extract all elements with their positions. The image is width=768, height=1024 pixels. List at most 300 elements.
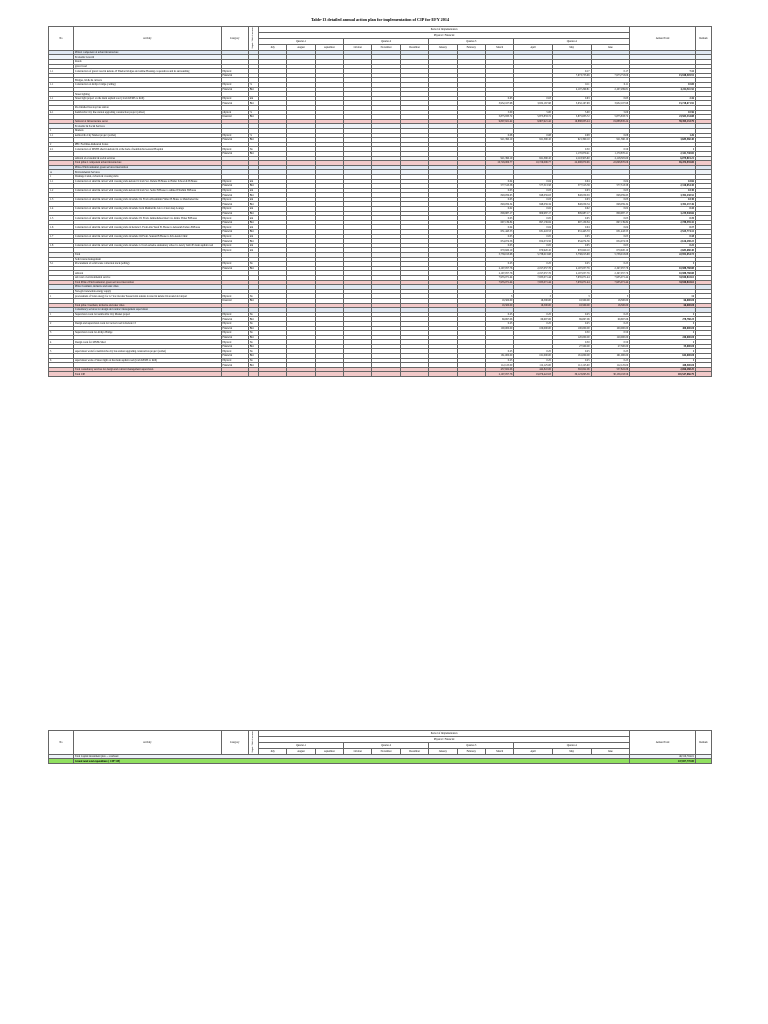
- cell-month-value: 7,973,753.06: [591, 73, 630, 78]
- cell-category: Financial: [221, 239, 248, 244]
- header-physical-financial: Physical / Financial: [258, 32, 629, 38]
- cell-no: 3: [49, 331, 74, 336]
- cell-month-value: 2,197,057.76: [552, 266, 591, 271]
- summary-header-no: No: [49, 731, 74, 755]
- cell-activity: Construction of gravel road in kebele-13 Yikebet bridges and online Housing cooperatives and its surrounding: [73, 69, 221, 74]
- cell-activity: Construction of small & culvert with crossing slabs in kebele 04. From Abbaaminnit Yimer B.House to Mekchelsa line: [73, 197, 221, 202]
- cell-month-value: 0.50: [552, 147, 591, 152]
- cell-month-value: 2,197,057.76: [485, 271, 513, 276]
- cell-month-value: 697,139.84: [514, 220, 553, 225]
- cell-activity: Construction of small & culvert with crossing slabs in kebele 04 From. Seuzun H.House to Kiv Aerek Clinic: [73, 234, 221, 239]
- cell-month-value: 0.04: [552, 225, 591, 230]
- cell-unit: km: [248, 197, 258, 202]
- summary-table: [48, 730, 712, 764]
- cell-month-value: 112,125.00: [591, 363, 630, 368]
- cell-month-value: 5,738,013.68: [514, 253, 553, 258]
- cell-unit: Birr: [248, 239, 258, 244]
- cell-month-value: 631,443.53: [591, 230, 630, 235]
- cell-month-value: 5,875,833.72: [514, 115, 553, 120]
- cell-annual-total: 10,988,788.88: [630, 271, 696, 276]
- cell-no: 1: [49, 174, 74, 179]
- action-plan-table: [48, 26, 712, 377]
- cell-unit: Birr: [248, 317, 258, 322]
- cell-month-value: 0.05: [514, 234, 553, 239]
- cell-month-value: 2,107,299.81: [552, 87, 591, 92]
- cell-month-value: 2,197,057.76: [591, 266, 630, 271]
- cell-month-value: 100,000.00: [552, 326, 591, 331]
- cell-month-value: 577,513.58: [485, 184, 513, 189]
- cell-month-value: 0.05: [514, 216, 553, 221]
- cell-month-value: 2,197,057.76: [552, 271, 591, 276]
- cell-month-value: 577,513.58: [514, 184, 553, 189]
- cell-month-value: 654,074.56: [552, 239, 591, 244]
- cell-month-value: 0.25: [514, 349, 553, 354]
- cell-category: Physical: [221, 321, 248, 326]
- cell-activity: Construction of small & culvert with crossing slabs in kebele 03. From. Ahmedtehaa Intervi to Alimo Yimer B.House: [73, 216, 221, 221]
- cell-category: Physical: [221, 147, 248, 152]
- cell-activity: Pillar-2 Environmental, green services intervention: [73, 165, 221, 170]
- cell-month-value: 5.00: [591, 110, 630, 115]
- cell-month-value: 30,123,093.56: [552, 372, 591, 377]
- cell-category: Financial: [221, 202, 248, 207]
- cell-month-value: 7,935,071.44: [591, 275, 630, 280]
- cell-month-value: 3: [514, 294, 553, 299]
- cell-month-value: 921,390.10: [514, 156, 553, 161]
- header-category: Category: [221, 27, 248, 51]
- cell-activity: kembolcha City Market project (solbet): [73, 133, 221, 138]
- cell-annual-total: 1: [630, 331, 696, 336]
- cell-month-value: 654,074.56: [514, 239, 553, 244]
- header-month: June: [591, 748, 630, 754]
- cell-month-value: 0.50: [552, 340, 591, 345]
- cell-category: Physical: [221, 312, 248, 317]
- cell-empty-month: [457, 372, 485, 377]
- summary-row-grand-total: [49, 759, 712, 764]
- cell-activity: Pillar-I component of urban infrastructure: [73, 50, 221, 55]
- cell-no: 1: [49, 128, 74, 133]
- cell-annual-total: 10.00: [630, 83, 696, 88]
- cell-month-value: 848,059.34: [591, 202, 630, 207]
- cell-month-value: 557,822.06: [591, 367, 630, 372]
- cell-unit: Birr: [248, 202, 258, 207]
- cell-no: 1.8: [49, 243, 74, 248]
- cell-activity: Construction of small & culvert with crossing slabs in Kebele 0. From Abu Yesuf B. House to Ameeruh Tadeso B.House: [73, 225, 221, 230]
- cell-no: [49, 372, 74, 377]
- cell-month-value: 2,118,505.60: [552, 156, 591, 161]
- cell-annual-total: 0.130: [630, 188, 696, 193]
- summary-header-quarter-2: Quarter-2: [344, 742, 429, 748]
- cell-month-value: 437,822.06: [485, 367, 513, 372]
- cell-month-value: 0.05: [591, 216, 630, 221]
- cell-empty-month: [400, 372, 428, 377]
- cell-month-value: 654,074.56: [485, 239, 513, 244]
- cell-unit: %: [248, 110, 258, 115]
- cell-month-value: 0.25: [552, 262, 591, 267]
- header-month: December: [400, 44, 428, 50]
- cell-activity: gravel road: [73, 64, 221, 69]
- cell-month-value: 0.02: [514, 207, 553, 212]
- cell-month-value: 0.50: [591, 147, 630, 152]
- cell-month-value: 5.00: [514, 110, 553, 115]
- cell-unit: km: [248, 216, 258, 221]
- cell-month-value: 0.63: [485, 96, 513, 101]
- header-month: October: [344, 44, 372, 50]
- cell-annual-total: 22,952,054.73: [630, 253, 696, 258]
- cell-month-value: 0.03: [485, 197, 513, 202]
- cell-no: A: [49, 170, 74, 175]
- cell-annual-total: 33,940,843.61: [630, 280, 696, 285]
- cell-no: 1.1: [49, 69, 74, 74]
- cell-annual-total: 15,728,671.92: [630, 101, 696, 106]
- cell-month-value: 921,390.10: [485, 138, 513, 143]
- cell-annual-total: 0.18: [630, 234, 696, 239]
- cell-month-value: 9,807,921.42: [485, 119, 513, 124]
- cell-activity: Construction of small & culvert with crossing slabs kebele 01 from Sot. Debele H.House to Hailer School & B.House: [73, 179, 221, 184]
- cell-annual-total: 0.19: [630, 216, 696, 221]
- cell-month-value: 0.05: [552, 216, 591, 221]
- cell-activity: Supervision work for Abliyo Bridge: [73, 331, 221, 336]
- cell-annual-total: 0.130: [630, 197, 696, 202]
- cell-month-value: 0.04: [485, 225, 513, 230]
- cell-unit: Birr: [248, 193, 258, 198]
- cell-annual-total: 2,788,559.32: [630, 220, 696, 225]
- cell-category: Financial: [221, 101, 248, 106]
- cell-month-value: 0.50: [552, 331, 591, 336]
- cell-annual-total: 101,547,066.79: [630, 372, 696, 377]
- cell-month-value: 0.08: [552, 133, 591, 138]
- cell-month-value: 5,738,013.68: [485, 253, 513, 258]
- cell-unit: Birr: [248, 335, 258, 340]
- table-row: [49, 372, 712, 377]
- cell-month-value: 0.25: [514, 321, 553, 326]
- header-month: February: [457, 44, 485, 50]
- cell-annual-total: 1.26: [630, 133, 696, 138]
- cell-category: Financial: [221, 326, 248, 331]
- header-month: July: [258, 748, 286, 754]
- cell-annual-total: 23,503,334.88: [630, 115, 696, 120]
- summary-header-annual-total: Annual Total: [630, 731, 696, 755]
- cell-month-value: 27,500.00: [591, 344, 630, 349]
- cell-month-value: 100,000.00: [591, 326, 630, 331]
- cell-month-value: 2,197,057.76: [591, 271, 630, 276]
- cell-month-value: 0.02: [485, 207, 513, 212]
- cell-annual-total: 2,616,298.23: [630, 239, 696, 244]
- cell-month-value: 5,875,833.72: [552, 115, 591, 120]
- cell-month-value: 1,170,870.41: [552, 151, 591, 156]
- cell-month-value: 0.08: [485, 133, 513, 138]
- cell-month-value: 0.03: [591, 197, 630, 202]
- cell-month-value: 3,932,167.98: [552, 101, 591, 106]
- cell-month-value: 0.03: [552, 197, 591, 202]
- cell-month-value: 631,443.53: [485, 230, 513, 235]
- cell-activity: subtotal: [73, 271, 221, 276]
- header-quarter-3: Quarter-3: [429, 38, 514, 44]
- cell-month-value: 7,935,071.44: [514, 275, 553, 280]
- cell-month-value: 0.25: [485, 312, 513, 317]
- cell-annual-total: 55,000.00: [630, 344, 696, 349]
- header-period: Period of Implementation: [258, 27, 629, 33]
- cell-month-value: 0.50: [591, 340, 630, 345]
- header-month: september: [315, 44, 343, 50]
- cell-annual-total: 3,392,238.52: [630, 193, 696, 198]
- header-month: April: [514, 44, 553, 50]
- cell-category: Financial: [221, 230, 248, 235]
- cell-month-value: 0.25: [552, 312, 591, 317]
- cell-annual-total: 59,395,133.79: [630, 119, 696, 124]
- cell-no: 4.1: [49, 110, 74, 115]
- cell-activity: procurement of Solar energy for 12 'low income' house holds tenants located in kebele 04 around old airport: [73, 294, 221, 299]
- cell-unit: Birr: [248, 101, 258, 106]
- header-month: March: [485, 748, 513, 754]
- cell-category: Physical: [221, 225, 248, 230]
- cell-activity: Pre-finished bus stop bus station: [73, 106, 221, 111]
- cell-unit: No: [248, 312, 258, 317]
- cell-month-value: 7,935,071.44: [552, 275, 591, 280]
- cell-month-value: 0.05: [591, 234, 630, 239]
- cell-month-value: 5.00: [485, 110, 513, 115]
- cell-no: 1.2: [49, 188, 74, 193]
- cell-month-value: 697,139.84: [485, 220, 513, 225]
- cell-month-value: 848,059.63: [591, 193, 630, 198]
- cell-month-value: 0.25: [514, 262, 553, 267]
- cell-month-value: 0.05: [591, 243, 630, 248]
- cell-month-value: 2,197,057.76: [485, 372, 513, 377]
- cell-unit: km: [248, 234, 258, 239]
- header-month: July: [258, 44, 286, 50]
- cell-unit: Birr: [248, 354, 258, 359]
- header-month: November: [372, 748, 400, 754]
- cell-month-value: 5.00: [552, 110, 591, 115]
- summary-row-grand-total-value: 147,857,770.80: [630, 759, 696, 764]
- cell-annual-total: 0.166: [630, 179, 696, 184]
- cell-activity: Solid waste management: [73, 257, 221, 262]
- cell-annual-total: 10,988,788.88: [630, 266, 696, 271]
- cell-month-value: 697,139.84: [552, 220, 591, 225]
- cell-month-value: 30,159,193.56: [591, 372, 630, 377]
- cell-month-value: 0.17: [552, 69, 591, 74]
- cell-category: Financial: [221, 354, 248, 359]
- cell-no: 1.6: [49, 225, 74, 230]
- cell-annual-total: 240,000.00: [630, 335, 696, 340]
- cell-category: Physical: [221, 216, 248, 221]
- cell-annual-total: 1: [630, 312, 696, 317]
- cell-unit: %: [248, 83, 258, 88]
- cell-annual-total: 7.12: [630, 69, 696, 74]
- cell-category: Financial: [221, 193, 248, 198]
- cell-no: 1.5: [49, 216, 74, 221]
- cell-month-value: 161,000.00: [552, 354, 591, 359]
- header-month: November: [372, 44, 400, 50]
- cell-activity: sub total of environmental service: [73, 275, 221, 280]
- header-unit: Output / Unit of measure: [248, 27, 258, 51]
- cell-activity: Street light project on the main asphalt road ( from KEMS to KOI): [73, 96, 221, 101]
- cell-category: Physical: [221, 96, 248, 101]
- cell-month-value: 0.03: [514, 188, 553, 193]
- cell-month-value: 0.05: [485, 234, 513, 239]
- cell-month-value: 7,935,071.44: [552, 280, 591, 285]
- cell-month-value: 2,197,057.76: [514, 271, 553, 276]
- cell-month-value: 0.63: [514, 96, 553, 101]
- cell-activity: Environmental Services: [73, 170, 221, 175]
- cell-month-value: 631,443.53: [514, 230, 553, 235]
- cell-category: Physical: [221, 234, 248, 239]
- header-month: May: [552, 44, 591, 50]
- summary-section: [48, 730, 712, 764]
- cell-category: Physical: [221, 243, 248, 248]
- cell-month-value: 112,125.00: [485, 363, 513, 368]
- cell-category: Physical: [221, 340, 248, 345]
- cell-annual-total: 3,239,948.66: [630, 211, 696, 216]
- cell-unit: Birr: [248, 326, 258, 331]
- header-month: August: [287, 44, 315, 50]
- header-month: september: [315, 748, 343, 754]
- cell-month-value: 0.08: [514, 133, 553, 138]
- cell-month-value: 10,729,006.77: [485, 161, 513, 166]
- header-quarter-2: Quarter-2: [344, 38, 429, 44]
- cell-month-value: 670,920.10: [591, 248, 630, 253]
- cell-unit: km: [248, 188, 258, 193]
- cell-annual-total: 15,948,505.91: [630, 73, 696, 78]
- cell-no: 1.1: [49, 133, 74, 138]
- cell-month-value: 670,920.10: [552, 248, 591, 253]
- cell-activity: Total consultancy services for design and contract management supervision: [73, 367, 221, 372]
- cell-unit: Birr: [248, 211, 258, 216]
- header-month: March: [485, 44, 513, 50]
- header-month: June: [591, 44, 630, 50]
- cell-month-value: 0.25: [485, 349, 513, 354]
- cell-annual-total: 1: [630, 262, 696, 267]
- cell-annual-total: 0.17: [630, 225, 696, 230]
- header-month: February: [457, 748, 485, 754]
- cell-activity: Pillar-3 resilient, inclusive and safer cities: [73, 285, 221, 290]
- cell-month-value: 577,513.58: [591, 184, 630, 189]
- cell-category: Financial: [221, 184, 248, 189]
- cell-month-value: 161,000.00: [485, 354, 513, 359]
- cell-month-value: 9,807,921.42: [514, 119, 553, 124]
- cell-no: 1.1: [49, 179, 74, 184]
- cell-month-value: 112,125.00: [552, 363, 591, 368]
- cell-month-value: 0.25: [485, 321, 513, 326]
- cell-month-value: 7,935,071.44: [591, 280, 630, 285]
- cell-month-value: 0.50: [591, 331, 630, 336]
- cell-category: Financial: [221, 335, 248, 340]
- cell-activity: Markets: [73, 128, 221, 133]
- cell-unit: Birr: [248, 87, 258, 92]
- cell-month-value: 0.04: [514, 225, 553, 230]
- cell-month-value: 10,729,006.77: [514, 161, 553, 166]
- cell-annual-total: 6,079,801.21: [630, 156, 696, 161]
- cell-category: Financial: [221, 317, 248, 322]
- cell-activity: Subtotal of Infrastructure sector: [73, 119, 221, 124]
- cell-category: financial: [221, 115, 248, 120]
- cell-activity: Kembolcha City line station upgrading construction project (offset): [73, 110, 221, 115]
- cell-category: Financial: [221, 138, 248, 143]
- cell-month-value: 654,074.56: [591, 239, 630, 244]
- cell-month-value: 161,000.00: [591, 354, 630, 359]
- cell-unit: Birr: [248, 151, 258, 156]
- cell-month-value: 69,697.06: [552, 317, 591, 322]
- cell-category: Physical: [221, 133, 248, 138]
- cell-unit: Birr: [248, 298, 258, 303]
- cell-month-value: 7,935,071.44: [514, 280, 553, 285]
- summary-header-activity: Activity: [73, 731, 221, 755]
- cell-month-value: 16,500.00: [485, 303, 513, 308]
- cell-month-value: 0.25: [591, 262, 630, 267]
- cell-month-value: 2,118,505.60: [591, 156, 630, 161]
- cell-month-value: 0.04: [485, 179, 513, 184]
- cell-month-value: 0.25: [591, 349, 630, 354]
- header-remark: Remark: [695, 27, 711, 51]
- cell-month-value: 19,888,835.24: [591, 119, 630, 124]
- cell-month-value: 921,390.10: [514, 138, 553, 143]
- cell-annual-total: 2,683,680.40: [630, 248, 696, 253]
- cell-unit: No: [248, 321, 258, 326]
- cell-month-value: 0.63: [591, 96, 630, 101]
- header-month: December: [400, 748, 428, 754]
- cell-month-value: 0.25: [552, 358, 591, 363]
- cell-activity: Economic Growth: [73, 55, 221, 60]
- cell-month-value: 3: [485, 294, 513, 299]
- cell-month-value: 19,888,835.24: [552, 119, 591, 124]
- cell-unit: Birr: [248, 344, 258, 349]
- cell-month-value: 5,875,833.72: [591, 115, 630, 120]
- cell-category: physical: [221, 110, 248, 115]
- cell-category: Physical: [221, 358, 248, 363]
- cell-month-value: 809,987.17: [485, 211, 513, 216]
- header-annual-total: Annual Total: [630, 27, 696, 51]
- cell-category: Physical: [221, 248, 248, 253]
- cell-activity: subtotal of economic & social services: [73, 156, 221, 161]
- cell-category: Physical: [221, 262, 248, 267]
- cell-month-value: 0.05: [485, 243, 513, 248]
- cell-month-value: 3: [591, 294, 630, 299]
- cell-unit: Birr: [248, 184, 258, 189]
- summary-row-overhead-total: 46,310,704.01: [630, 754, 696, 759]
- cell-category: financial: [221, 298, 248, 303]
- cell-month-value: 3,932,167.98: [591, 101, 630, 106]
- cell-activity: Total pillar-I component urban infrastructure: [73, 161, 221, 166]
- cell-month-value: 0.25: [591, 312, 630, 317]
- header-month: January: [429, 748, 457, 754]
- header-month: April: [514, 748, 553, 754]
- cell-remark: [695, 372, 711, 377]
- cell-activity: Total: [73, 253, 221, 258]
- cell-unit: No: [248, 358, 258, 363]
- cell-annual-total: 400,000.00: [630, 326, 696, 331]
- cell-month-value: 592,822.06: [552, 367, 591, 372]
- cell-month-value: 631,443.53: [552, 230, 591, 235]
- cell-month-value: 7,973,753.06: [552, 73, 591, 78]
- cell-month-value: 0.63: [552, 96, 591, 101]
- cell-month-value: 848,059.63: [552, 193, 591, 198]
- cell-month-value: 5,738,013.68: [552, 253, 591, 258]
- header-month: January: [429, 44, 457, 50]
- cell-unit: Birr: [248, 220, 258, 225]
- cell-month-value: 577,513.58: [552, 184, 591, 189]
- cell-month-value: 0.04: [591, 179, 630, 184]
- cell-month-value: 848,059.34: [514, 202, 553, 207]
- cell-month-value: 809,987.17: [514, 211, 553, 216]
- header-no: No: [49, 27, 74, 51]
- summary-header: [49, 731, 712, 755]
- cell-month-value: 5,738,013.68: [591, 253, 630, 258]
- cell-activity: Construction of small & culvert with crossing slabs in kebele 12 from sebsebe elementary school to newly built JE main asphalt road: [73, 243, 221, 248]
- cell-no: 1.4: [49, 207, 74, 212]
- cell-activity: Construction of Abliyo bridge (ceiling): [73, 83, 221, 88]
- cell-activity: Street lighting: [73, 92, 221, 97]
- cell-annual-total: 2.16: [630, 96, 696, 101]
- cell-category: Financial: [221, 220, 248, 225]
